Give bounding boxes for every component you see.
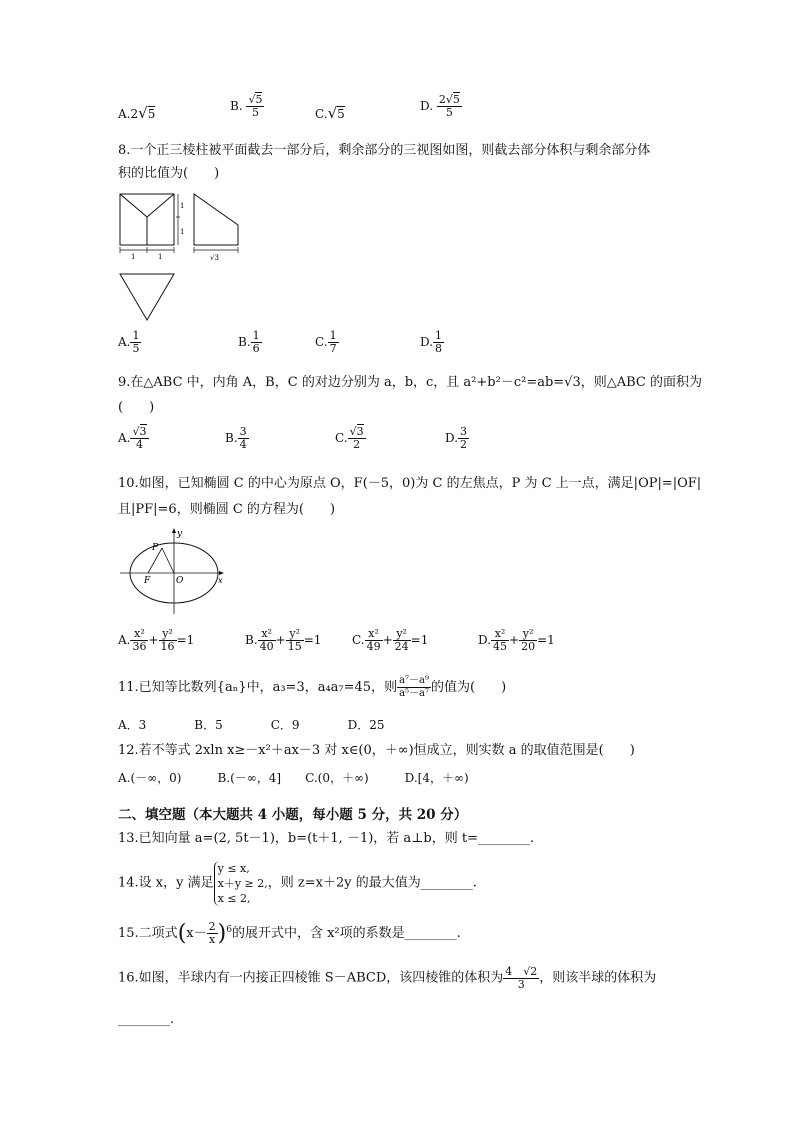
q8-three-view-figure bbox=[114, 190, 246, 325]
q10-option-c: C. $\frac{\text{x²}}{49}$ + $\frac{\text{y²}}{24}$ =1 bbox=[352, 627, 429, 653]
q7-option-c: C.√5 bbox=[315, 104, 345, 122]
q10-option-b: B. $\frac{\text{x²}}{40}$ + $\frac{\text{y²}}{15}$ =1 bbox=[245, 627, 322, 653]
q9-option-d: D. $\frac{3}{2}$ bbox=[445, 425, 468, 451]
q16-answer-blank: ________. bbox=[118, 1012, 175, 1027]
q10-stem-line1: 10.如图，已知椭圆 C 的中心为原点 O，F(－5，0)为 C 的左焦点，P 为 C 上一点，满足|OP|=|OF| bbox=[118, 476, 702, 491]
q8-dim-1b: 1 bbox=[180, 228, 185, 236]
q11-options: A．3 B．5 C．9 D．25 bbox=[118, 718, 385, 732]
q9-stem-line2: ( ) bbox=[118, 400, 155, 415]
q8-option-c: C. $\frac{1}{7}$ bbox=[315, 329, 337, 355]
q10-label-f: F bbox=[144, 576, 151, 586]
q10-label-p: P bbox=[152, 543, 159, 553]
q12-stem: 12.若不等式 2xln x≥－x²＋ax－3 对 x∈(0，＋∞)恒成立，则实数 a 的取值范围是( ) bbox=[118, 743, 635, 758]
q8-option-a: A. $\frac{1}{5}$ bbox=[118, 329, 140, 355]
q8-dim-1a: 1 bbox=[180, 202, 185, 210]
q9-option-a: A. $\frac{√3}{4}$ bbox=[118, 425, 147, 451]
q16-stem: 16.如图，半球内有一内接正四棱锥 S－ABCD，该四棱锥的体积为 $\frac{4 √2}{3}$ ，则该半球的体积为 bbox=[118, 965, 657, 991]
q10-label-x: x bbox=[218, 576, 223, 585]
q13-stem: 13.已知向量 a=(2, 5t－1)，b=(t＋1, －1)，若 a⊥b，则 t=________. bbox=[118, 831, 535, 846]
q12-options: A.(－∞，0) B.(－∞，4] C.(0，＋∞) D.[4，＋∞) bbox=[118, 771, 469, 785]
q10-label-y: y bbox=[177, 529, 183, 539]
q9-stem-line1: 9.在△ABC 中，内角 A，B，C 的对边分别为 a，b，c，且 a²+b²－c²=ab=√3，则△ABC 的面积为 bbox=[118, 375, 702, 390]
q14-stem: 14.设 x，y 满足 y ≤ x, x＋y ≥ 2, x ≤ 2, ，则 z=x＋2y 的最大值为________. bbox=[118, 862, 477, 905]
q15-stem: 15.二项式(x－ $\frac{2}{x}$ )$^6$的展开式中，含 x²项的系数是________. bbox=[118, 920, 461, 947]
q10-option-a: A. $\frac{\text{x²}}{36}$ + $\frac{\text{y²}}{16}$ =1 bbox=[118, 627, 195, 653]
q10-label-o: O bbox=[176, 576, 184, 586]
q11-stem: 11.已知等比数列{aₙ}中，a₃=3，a₄a₇=45，则 $\frac{\text{a⁷－a⁹}}{\text{a⁵－a⁷}}$ 的值为( ) bbox=[118, 675, 507, 699]
q9-option-c: C. $\frac{√3}{2}$ bbox=[335, 425, 364, 451]
q8-dim-1d: 1 bbox=[158, 253, 163, 261]
q14-constraint-2: x＋y ≥ 2, bbox=[217, 877, 268, 890]
q8-dim-1c: 1 bbox=[131, 253, 136, 261]
q8-dim-sqrt3: √3 bbox=[210, 254, 219, 262]
q8-option-b: B. $\frac{1}{6}$ bbox=[238, 329, 260, 355]
q9-option-b: B. $\frac{3}{4}$ bbox=[225, 425, 247, 451]
q10-ellipse-figure bbox=[120, 526, 228, 616]
q14-constraint-1: y ≤ x, bbox=[217, 862, 250, 875]
q8-stem-line1: 8.一个正三棱柱被平面截去一部分后，剩余部分的三视图如图，则截去部分体积与剩余部分体 bbox=[118, 143, 651, 158]
q10-stem-line2: 且|PF|=6，则椭圆 C 的方程为( ) bbox=[118, 502, 336, 517]
q14-constraint-3: x ≤ 2, bbox=[217, 892, 251, 905]
q7-option-d: D. $\frac{2√5}{5}$ bbox=[420, 93, 460, 119]
q10-option-d: D. $\frac{\text{x²}}{45}$ + $\frac{\text{y²}}{20}$ =1 bbox=[478, 627, 555, 653]
q8-stem-line2: 积的比值为( ) bbox=[118, 166, 220, 181]
q8-option-d: D. $\frac{1}{8}$ bbox=[420, 329, 443, 355]
section-heading-fill-blank: 二、填空题（本大题共 4 小题，每小题 5 分，共 20 分） bbox=[118, 807, 468, 823]
q7-option-a: A.2√5 bbox=[118, 104, 156, 122]
q7-option-b: B. $\frac{√5}{5}$ bbox=[230, 93, 263, 119]
